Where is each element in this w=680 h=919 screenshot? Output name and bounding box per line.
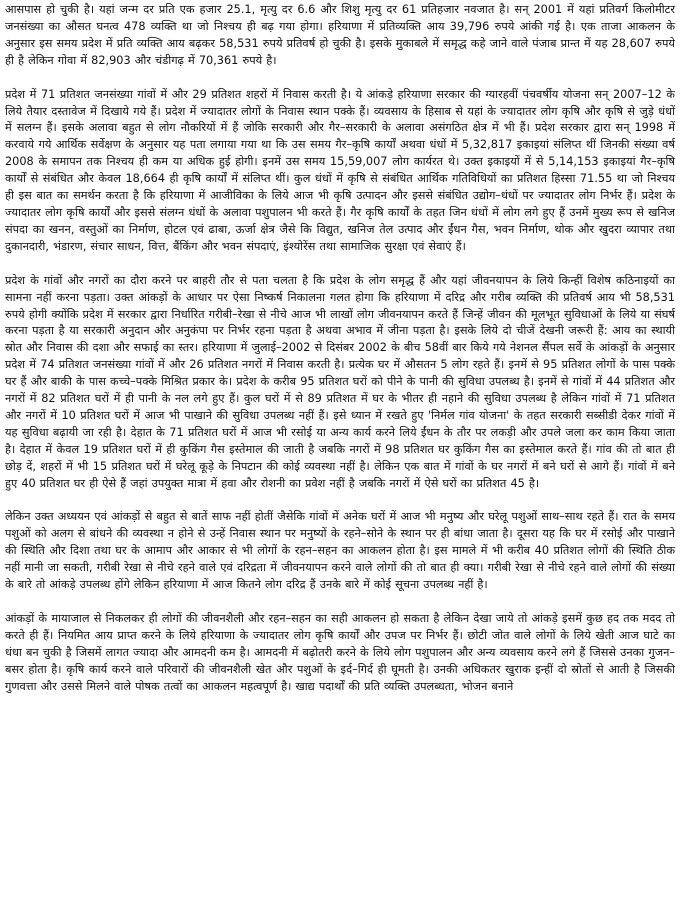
paragraph-demographics: आसपास हो चुकी है। यहां जन्म दर प्रति एक हजार 25.1, मृत्यु दर 6.6 और शिशु मृत्यु दर 61 प्रतिहजार नवजात है। सन् 2001 में यहां प्रतिवर्ग किलोमीटर जनसंख्या का औसत घनत्व 478 व्यक्ति था जो निश्चय ही बढ़ गया होगा। हरियाणा में प्रतिव्यक्ति आय 39,796 रुपये आंकी गई है। एक ताजा आकलन के अनुसार इस समय प्रदेश में प्रति व्यक्ति आय बढ़कर 58,531 रुपये प्रतिवर्ष हो चुकी है। इसके मुकाबले में समृद्ध कहे जाने वाले पंजाब प्रान्त में यह 28,607 रुपये ही है लेकिन गोवा में 82,903 और चंडीगढ़ में 70,361 रुपये है। — [5, 3, 675, 67]
paragraph-lifestyle: आंकड़ों के मायाजाल से निकलकर ही लोगों की जीवनशैली और रहन–सहन का सही आकलन हो सकता है लेकिन देखा जाये तो आंकड़े इसमें कुछ हद तक मदद तो करते ही हैं। नियमित आय प्राप्त करने के लिये हरियाणा के ज्यादातर लोग कृषि कार्यों और उपज पर निर्भर हैं। छोटी जोत वाले लोगों के लिये खेती आज घाटे का धंधा बन चुकी है जिसमें लागत ज्यादा और आमदनी कम है। आमदनी में बढ़ोतरी करने के लिये लोग पशुपालन और अन्य व्यवसाय करने लगे हैं जिससे उनका गुजन–बसर होता है। कृषि कार्य करने वाले परिवारों की जीवनशैली खेत और पशुओं के इर्द–गिर्द ही घूमती है। उनकी अधिकतर खुराक इन्हीं दो स्रोतों से आती है जिसकी गुणवत्ता और उससे मिलने वाले पोषक तत्वों का आकलन महत्वपूर्ण है। खाद्य पदार्थों की प्रति व्यक्ति उपलब्धता, भोजन बनाने — [5, 612, 675, 693]
paragraph-living-conditions: प्रदेश के गांवों और नगरों का दौरा करने पर बाहरी तौर से पता चलता है कि प्रदेश के लोग समृद्ध हैं और यहां जीवनयापन के लिये किन्हीं विशेष कठिनाइयों का सामना नहीं करना पड़ता। उक्त आंकड़ों के आधार पर ऐसा निष्कर्ष निकालना गलत होगा कि हरियाणा में दरिद्र और गरीब व्यक्ति की प्रतिवर्ष आय भी 58,531 रुपये होगी क्योंकि प्रदेश में सरकार द्वारा निर्धारित गरीबी–रेखा से नीचे आज भी लाखों लोग जीवनयापन करते हैं जिन्हें जीवन की मूलभूत सुविधाओं के लिये या संघर्ष करना पड़ता है या सरकारी अनुदान और अनुकंपा पर निर्भर रहना पड़ता है अथवा अभाव में जीना पड़ता है। इसके लिये दो चीजें देखनी जरूरी हैं: आय का स्थायी स्रोत और निवास की दशा और सफाई का स्तर। हरियाणा में जुलाई–2002 से दिसंबर 2002 के बीच 58वीं बार किये गये नेशनल सैंपल सर्वे के आंकड़ों के अनुसार प्रदेश में 74 प्रतिशत जनसंख्या गांवों में और 26 प्रतिशत नगरों में निवास करती है। प्रत्येक घर में औसतन 5 लोग रहते हैं। इनमें से 95 प्रतिशत लोगों के पास पक्के घर हैं और बाकी के पास कच्चे–पक्के मिश्रित प्रकार के। प्रदेश के करीब 95 प्रतिशत घरों को पीने के पानी की सुविधा उपलब्ध है। इनमें से गांवों में 44 प्रतिशत और नगरों में 82 प्रतिशत घरों में ही पानी के नल लगे हुए हैं। कुल घरों में से 89 प्रतिशत में घर के भीतर ही नहाने की सुविधा उपलब्ध है लेकिन गांवों में 71 प्रतिशत और नगरों में 10 प्रतिशत घरों में आज भी पाखाने की सुविधा उपलब्ध नहीं हैं। इसे ध्यान में रखते हुए 'निर्मल गांव योजना' के तहत सरकारी सब्सीडी देकर गांवों में यह सुविधा बढ़ायी जा रही है। देहात के 71 प्रतिशत घरों में आज भी रसोई या अन्य कार्य करने लिये ईंधन के तौर पर लकड़ी और उपले जला कर काम किया जाता है। देहात में केवल 19 प्रतिशत घरों में ही कुकिंग गैस इस्तेमाल की जाती है जबकि नगरों में 98 प्रतिशत घर कुकिंग गैस का इस्तेमाल करते हैं। गांव की तो बात ही छोड़ दें, शहरों में भी 15 प्रतिशत घरों में घरेलू कूड़े के निपटान की कोई व्यवस्था नहीं है। लेकिन एक बात में गांवों के घर नगरों में बने घरों से आगे हैं। गांवों में बने हुए 40 प्रतिशत घर ही ऐसे हैं जहां उपयुक्त मात्रा में हवा और रोशनी का प्रवेश नहीं है जबकि नगरों में ऐसे घरों का प्रतिशत 45 है। — [5, 273, 675, 490]
paragraph-occupation: प्रदेश में 71 प्रतिशत जनसंख्या गांवों में और 29 प्रतिशत शहरों में निवास करती है। ये आंकड़े हरियाणा सरकार की ग्यारहवीं पंचवर्षीय योजना सन् 2007–12 के लिये तैयार दस्तावेज में दिखाये गये हैं। प्रदेश में ज्यादातर लोगों के निवास स्थान पक्के हैं। व्यवसाय के हिसाब से यहां के ज्यादातर लोग कृषि और कृषि से जुड़े धंधों में सलग्न हैं। इसके अलावा बहुत से लोग नौकरियों में हैं जोकि सरकारी और गैर–सरकारी के अलावा असंगठित क्षेत्र में भी हैं। प्रदेश सरकार द्वारा सन् 1998 में करवाये गये आर्थिक सर्वेक्षण के अनुसार यह पता लगाया गया था कि उस समय गैर–कृषि कार्यों अथवा धंधों में 5,32,817 इकाइयां संलिप्त थीं जिनकी संख्या वर्ष 2008 के समापन तक निश्चय ही कम या अधिक हुई होगी। इनमें उस समय 15,59,007 लोग कार्यरत थे। उक्त इकाइयों में से 5,14,153 इकाइयां गैर–कृषि कार्यों से संबंधित और केवल 18,664 ही कृषि कार्यों में संलिप्त थीं। कुल धंधों में कृषि से संबंधित आर्थिक गतिविधियों का प्रतिशत हिस्सा 71.55 था जो निश्चय ही इस बात का समर्थन करता है कि हरियाणा में आजीविका के लिये आज भी कृषि उत्पादन और इससे संबंधित उद्योग–धंधों पर ज्यादातर लोग निर्भर हैं। प्रदेश के ज्यादातर लोग कृषि कार्यों और इससे संलग्न धंधों के अलावा पशुपालन भी करते हैं। गैर कृषि कार्यों के तहत जिन धंधों में लोग लगे हुए हैं उनमें मुख्य रूप से खनिज संपदा का खनन, वस्तुओं का निर्माण, होटल एवं ढाबा, ऊर्जा क्षेत्र जैसे कि विद्युत, खनिज तेल उत्पाद और ईंधन गैस, भवन निर्माण, थोक और खुदरा व्यापार तथा दुकानदारी, भंडारण, संचार साधन, वित्त, बैंकिंग और भवन संपदाएं, इंश्योरेंस तथा सामाजिक सुरक्षा एवं सेवाएं हैं। — [5, 87, 675, 253]
paragraph-poverty: लेकिन उक्त अध्ययन एवं आंकड़ों से बहुत से बातें साफ नहीं होतीं जैसेकि गांवों में अनेक घरों में आज भी मनुष्य और घरेलू पशुओं साथ–साथ रहते हैं। रात के समय पशुओं को अलग से बांधने की व्यवस्था न होने से उन्हें निवास स्थान पर मनुष्यों के रहने–सोने के स्थान पर ही बांधा जाता है। दूसरा यह कि घर में रसोई और पाखाने की स्थिति और दिशा तथा घर के आमाप और आकार से भी लोगों के रहन–सहन का आकलन होता है। इस मामले में भी करीब 40 प्रतिशत लोगों की स्थिति ठीक नहीं मानी जा सकती, गरीबी रेखा से नीचे रहने वाले एवं दरिद्रता में जीवनयापन करने वाले लोगों की तो बात ही क्या। गरीबी रेखा से नीचे रहने वाले लोगों की संख्या के बारे तो आंकड़े उपलब्ध होंगे लेकिन हरियाणा में आज कितने लोग दरिद्र हैं उनके बारे में कोई सूचना उपलब्ध नहीं है। — [5, 510, 675, 592]
